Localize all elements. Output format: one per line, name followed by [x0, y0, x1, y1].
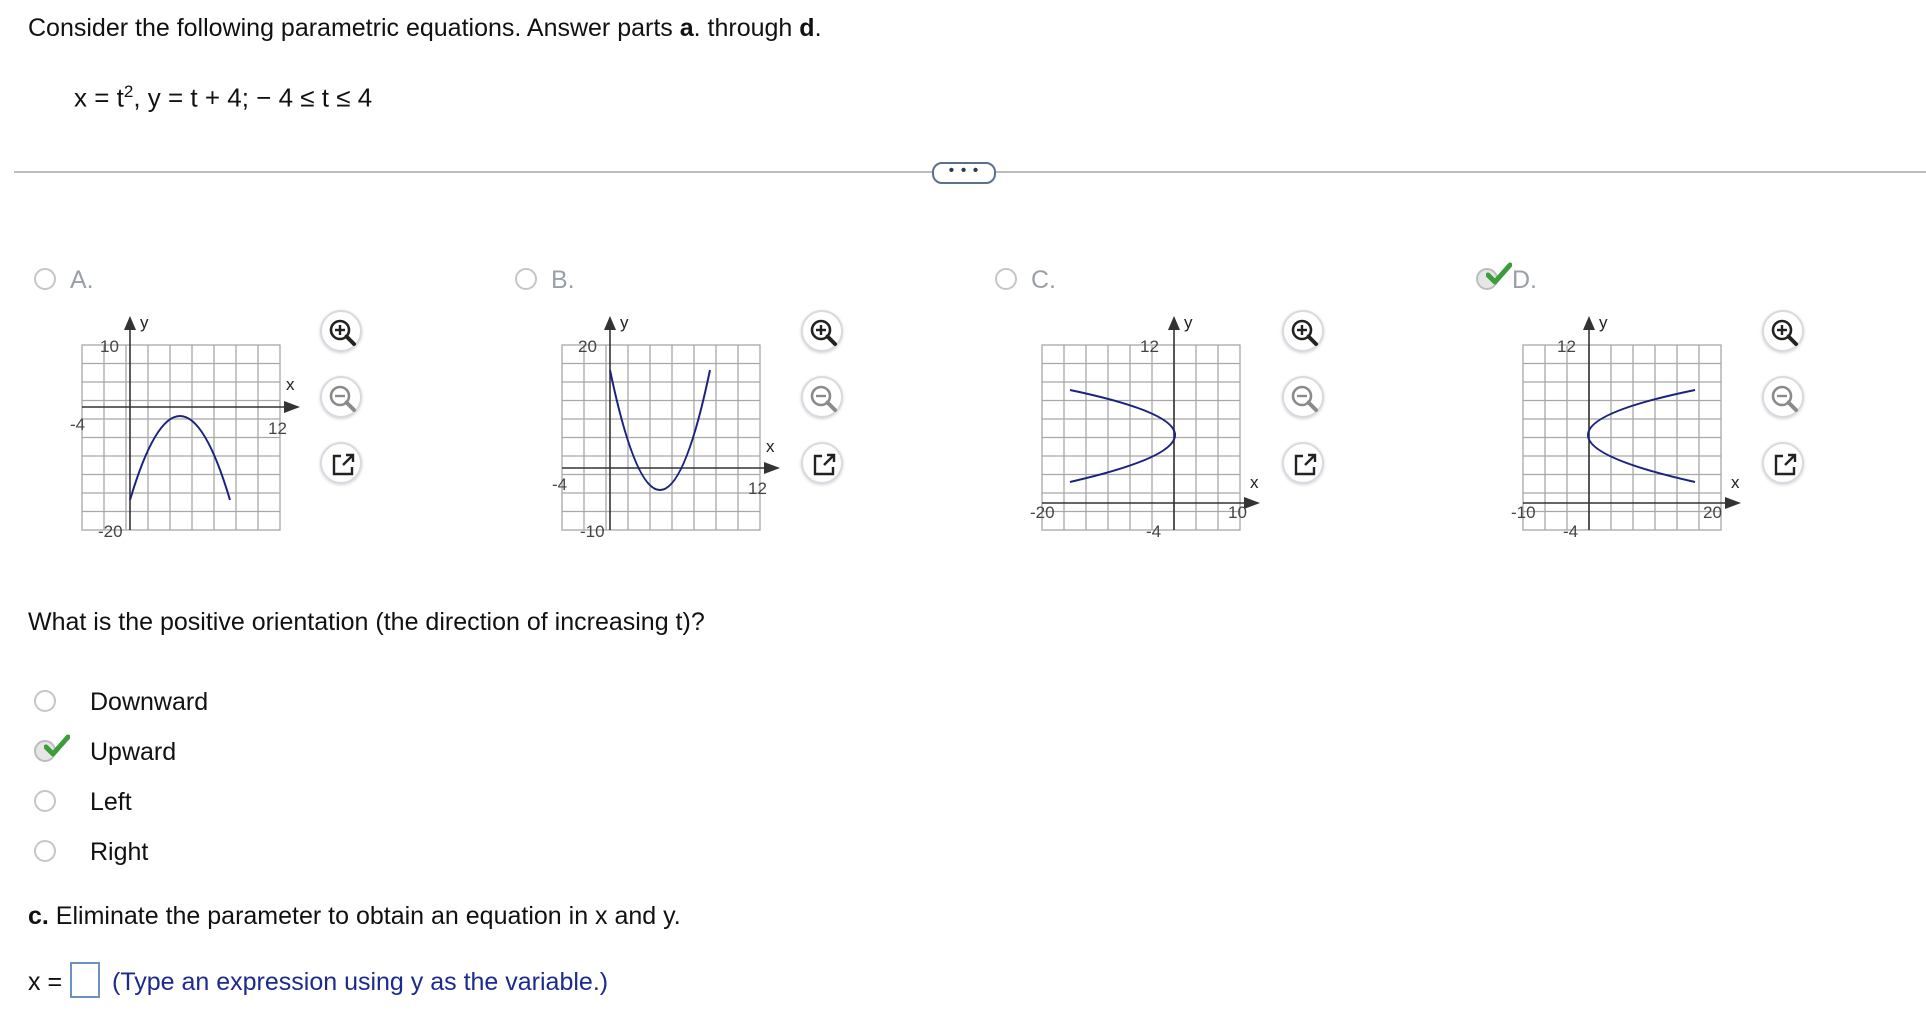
option-c-radio[interactable] — [995, 268, 1017, 290]
tick-top: 20 — [578, 337, 597, 356]
problem-intro: Consider the following parametric equations. Answer parts a. through d. — [28, 14, 822, 42]
orientation-upward-label[interactable]: Upward — [90, 738, 177, 766]
popout-icon — [803, 444, 845, 486]
tick-bottom: -4 — [1563, 522, 1579, 540]
zoom-out-icon — [1764, 378, 1806, 420]
option-a-graph — [70, 310, 320, 545]
popout-icon — [322, 444, 364, 486]
tick-left: -20 — [1030, 503, 1055, 522]
zoom-in-icon — [322, 312, 364, 354]
tick-left: -4 — [70, 415, 86, 434]
tick-right: 20 — [1703, 503, 1722, 522]
option-a-radio[interactable] — [34, 268, 56, 290]
answer-prefix: x = — [28, 968, 63, 996]
y-axis-label: y — [620, 313, 629, 332]
answer-hint: (Type an expression using y as the variable.) — [112, 968, 609, 996]
tick-top: 12 — [1557, 337, 1576, 356]
option-b-zoom-out-button[interactable] — [801, 376, 843, 418]
option-c-graph — [1030, 310, 1280, 545]
option-a-letter: A. — [70, 266, 94, 294]
orientation-right-radio[interactable] — [34, 840, 56, 862]
orientation-question: What is the positive orientation (the direction of increasing t)? — [28, 608, 705, 636]
check-icon — [1486, 262, 1512, 286]
x-axis-label: x — [1731, 473, 1740, 492]
option-b-graph — [550, 310, 800, 545]
zoom-in-icon — [1764, 312, 1806, 354]
tick-bottom: -4 — [1146, 522, 1162, 540]
tick-bottom: -20 — [98, 522, 123, 540]
tick-right: 12 — [268, 419, 287, 438]
option-d-zoom-in-button[interactable] — [1762, 310, 1804, 352]
orientation-downward-label[interactable]: Downward — [90, 688, 209, 716]
parametric-equation: $x = t^2$, y = t + 4; − 4 ≤ t ≤ 4 — [74, 82, 373, 113]
option-c-zoom-out-button[interactable] — [1282, 376, 1324, 418]
part-c-instruction: c. Eliminate the parameter to obtain an equation in x and y. — [28, 902, 681, 930]
x-axis-label: x — [766, 437, 775, 456]
option-b-zoom-in-button[interactable] — [801, 310, 843, 352]
orientation-upward-radio[interactable] — [34, 740, 56, 762]
option-a-zoom-out-button[interactable] — [320, 376, 362, 418]
zoom-out-icon — [803, 378, 845, 420]
option-d-radio[interactable] — [1476, 268, 1498, 290]
option-b-radio[interactable] — [515, 268, 537, 290]
option-c-zoom-in-button[interactable] — [1282, 310, 1324, 352]
x-axis-label: x — [286, 375, 295, 394]
option-d-zoom-out-button[interactable] — [1762, 376, 1804, 418]
more-button[interactable]: • • • — [932, 162, 996, 184]
orientation-downward-radio[interactable] — [34, 690, 56, 712]
option-a-zoom-in-button[interactable] — [320, 310, 362, 352]
option-d-popout-button[interactable] — [1762, 442, 1804, 484]
option-c-popout-button[interactable] — [1282, 442, 1324, 484]
x-axis-label: x — [1250, 473, 1259, 492]
tick-right: 12 — [748, 479, 767, 498]
option-c-letter: C. — [1031, 266, 1056, 294]
zoom-out-icon — [322, 378, 364, 420]
tick-top: 10 — [100, 337, 119, 356]
tick-right: 10 — [1228, 503, 1247, 522]
option-d-graph — [1511, 310, 1761, 545]
tick-bottom: -10 — [580, 522, 605, 540]
check-icon — [44, 734, 70, 758]
orientation-left-radio[interactable] — [34, 790, 56, 812]
tick-top: 12 — [1140, 337, 1159, 356]
orientation-left-label[interactable]: Left — [90, 788, 132, 816]
zoom-out-icon — [1284, 378, 1326, 420]
option-b-popout-button[interactable] — [801, 442, 843, 484]
tick-left: -10 — [1511, 503, 1536, 522]
tick-left: -4 — [552, 475, 568, 494]
answer-input[interactable] — [70, 962, 100, 998]
y-axis-label: y — [1184, 313, 1193, 332]
y-axis-label: y — [140, 313, 149, 332]
popout-icon — [1764, 444, 1806, 486]
popout-icon — [1284, 444, 1326, 486]
option-a-popout-button[interactable] — [320, 442, 362, 484]
zoom-in-icon — [1284, 312, 1326, 354]
zoom-in-icon — [803, 312, 845, 354]
option-d-letter: D. — [1512, 266, 1537, 294]
orientation-right-label[interactable]: Right — [90, 838, 149, 866]
option-b-letter: B. — [551, 266, 575, 294]
y-axis-label: y — [1599, 313, 1608, 332]
